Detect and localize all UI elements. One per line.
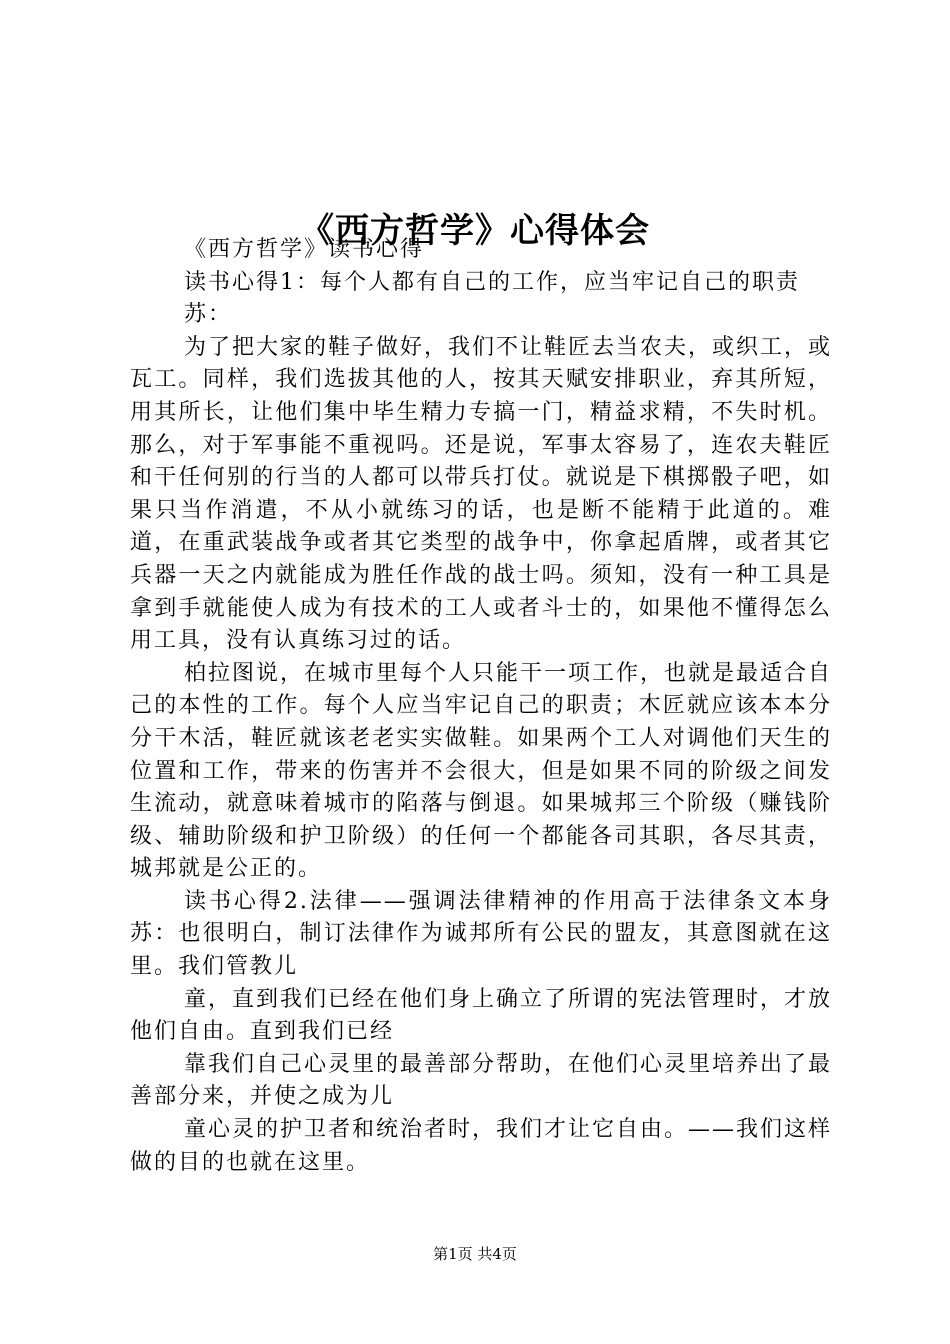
paragraph-body: 童心灵的护卫者和统治者时，我们才让它自由。——我们这样做的目的也就在这里。 (130, 1117, 833, 1175)
paragraph-speaker: 苏： (184, 302, 233, 328)
paragraph-heading-2: 读书心得2.法律——强调法律精神的作用高于法律条文本身苏：也很明白，制订法律作为诚邦所有公民的盟友，其意图就在这里。我们管教儿 (130, 888, 832, 980)
page-total: 共4页 (477, 1245, 517, 1263)
paragraph-heading-1: 读书心得1：每个人都有自己的工作，应当牢记自己的职责 (184, 269, 800, 295)
paragraph-body: 童，直到我们已经在他们身上确立了所谓的宪法管理时，才放他们自由。直到我们已经 (130, 986, 833, 1045)
paragraph-body: 靠我们自己心灵里的最善部分帮助，在他们心灵里培养出了最善部分来，并使之成为儿 (130, 1051, 833, 1110)
page-footer (0, 1243, 950, 1265)
paragraph-body: 柏拉图说，在城市里每个人只能干一项工作，也就是最适合自己的本性的工作。每个人应当牢记自己的职责；木匠就应该本本分分干木活，鞋匠就该老老实实做鞋。如果两个工人对调他们天生的位置和工作，带来的伤害并不会很大，但是如果不同的阶级之间发生流动，就意味着城市的陷落与倒退。如果城邦三个阶级（赚钱阶级、辅助阶级和护卫阶级）的任何一个都能各司其职，各尽其责，城邦就是公正的。 (130, 660, 833, 882)
paragraph-subtitle: 《西方哲学》读书心得 (184, 237, 425, 262)
document-body (130, 234, 832, 1179)
document-title: 《西方哲学》心得体会 (300, 210, 650, 251)
paragraph-body: 为了把大家的鞋子做好，我们不让鞋匠去当农夫，或织工，或瓦工。同样，我们选拔其他的人，按其天赋安排职业，弃其所短，用其所长，让他们集中毕生精力专搞一门，精益求精，不失时机。那么，对于军事能不重视吗。还是说，军事太容易了，连农夫鞋匠和干任何别的行当的人都可以带兵打仗。就说是下棋掷骰子吧，如果只当作消遣，不从小就练习的话，也是断不能精于此道的。难道，在重武装战争或者其它类型的战争中，你拿起盾牌，或者其它兵器一天之内就能成为胜任作战的战士吗。须知，没有一种工具是拿到手就能使人成为有技术的工人或者斗士的，如果他不懂得怎么用工具，没有认真练习过的话。 (130, 334, 833, 654)
page-number: 第1页 (433, 1245, 473, 1263)
